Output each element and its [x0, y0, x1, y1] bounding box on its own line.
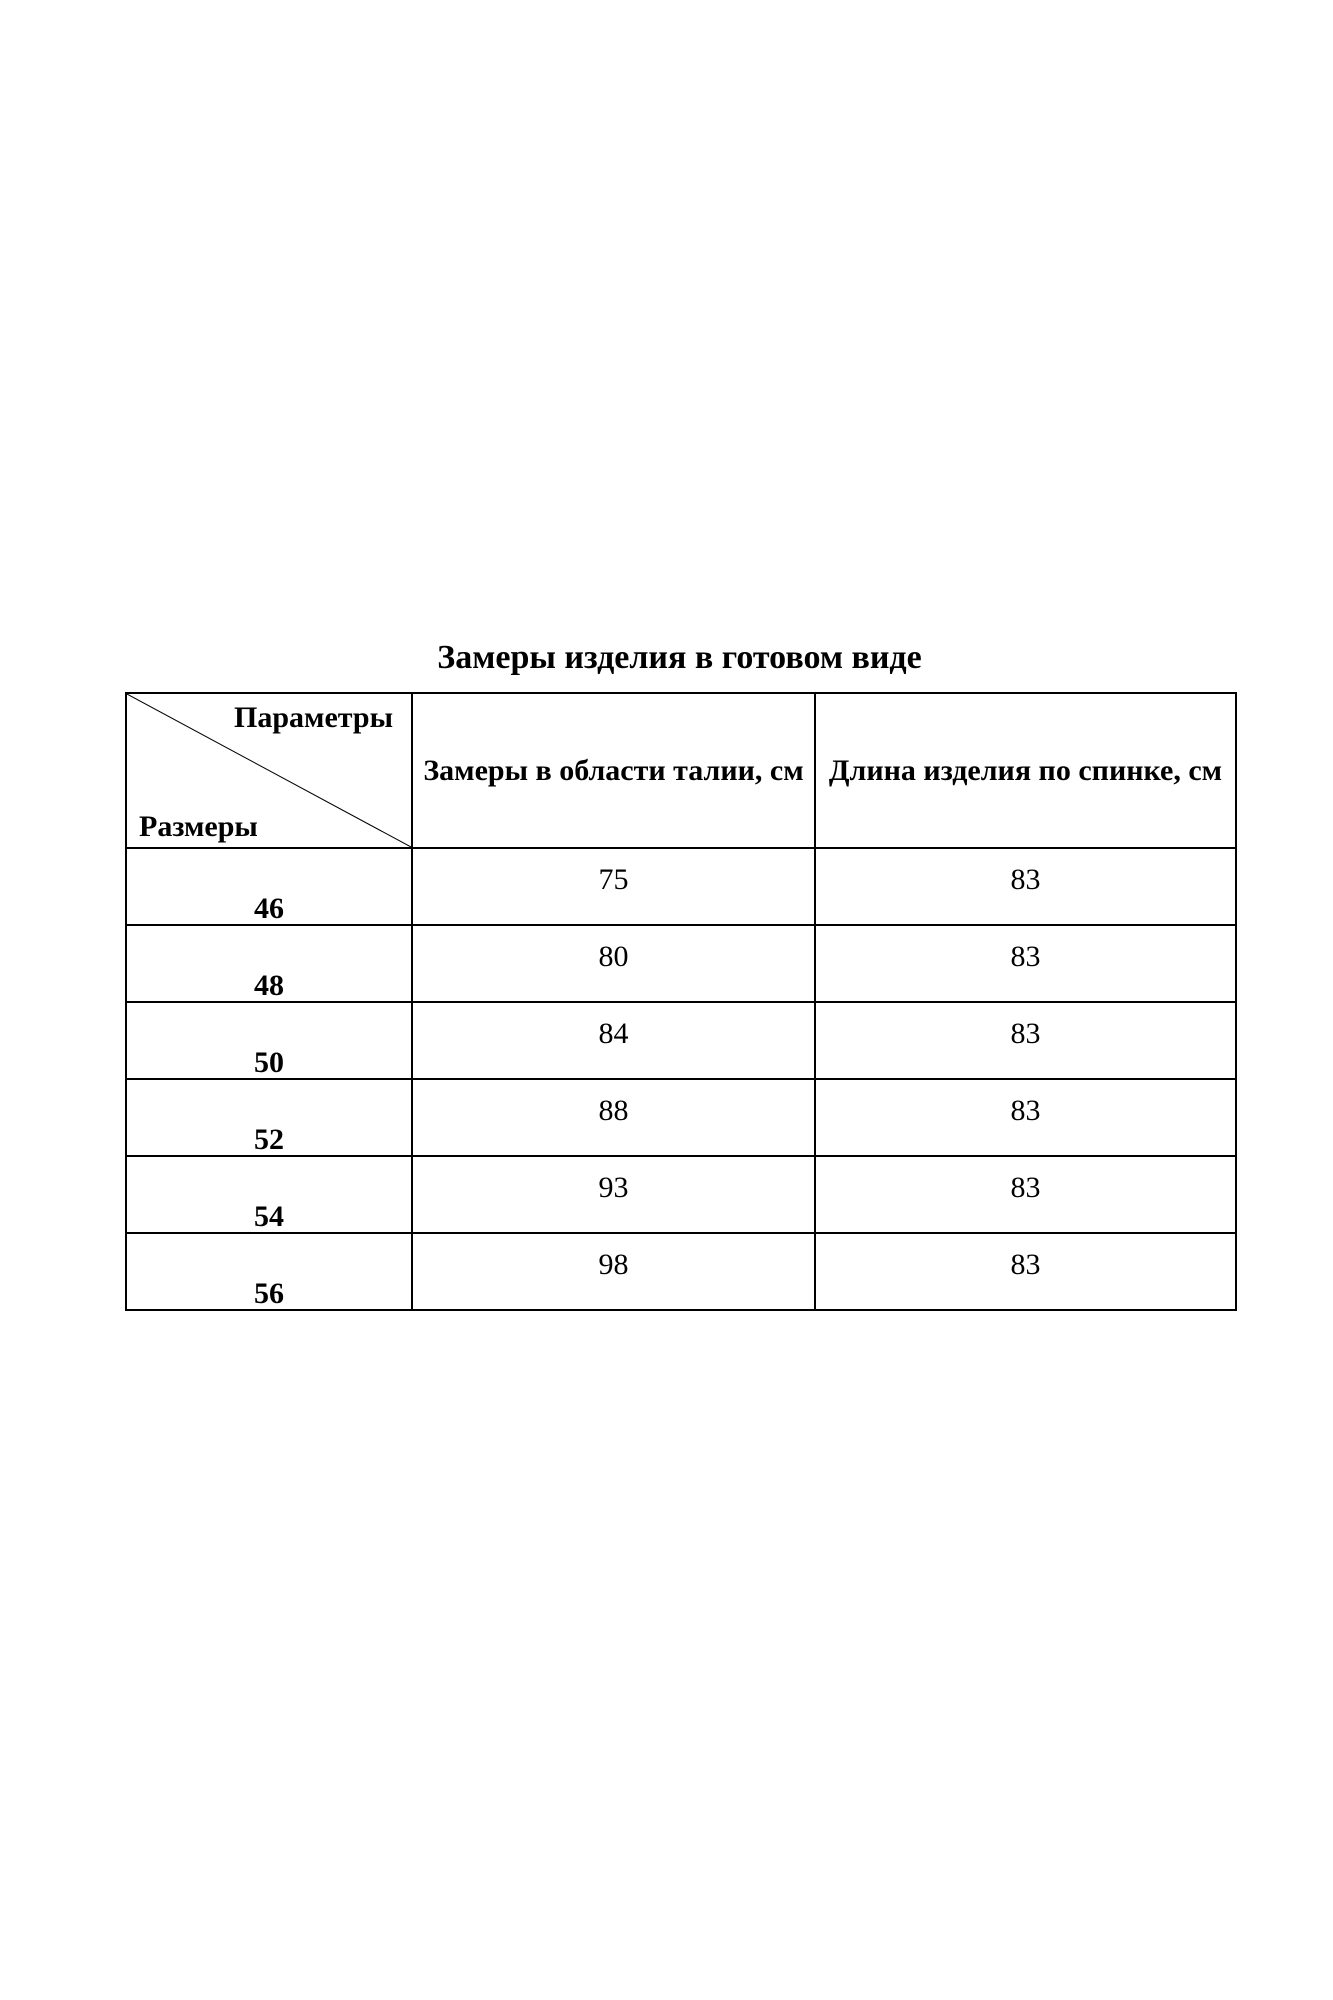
document-title: Замеры изделия в готовом виде: [437, 639, 922, 676]
table-row: [126, 848, 1236, 925]
length-cell: [815, 1156, 1236, 1233]
sizes-label: Размеры: [139, 810, 258, 843]
length-value: 83: [1010, 1248, 1041, 1281]
size-cell: [126, 1002, 412, 1079]
waist-cell: [412, 1233, 815, 1310]
length-value: 83: [1010, 1094, 1041, 1127]
waist-value: 93: [598, 1171, 629, 1204]
waist-cell: [412, 1079, 815, 1156]
waist-value: 75: [598, 863, 629, 896]
table-row: [126, 1079, 1236, 1156]
length-cell: [815, 1079, 1236, 1156]
table-header-row: [126, 693, 1236, 848]
size-value: 52: [254, 1123, 284, 1156]
size-value: 54: [254, 1200, 284, 1233]
waist-cell: [412, 925, 815, 1002]
size-cell: [126, 848, 412, 925]
size-measurements-table: [125, 692, 1237, 1311]
waist-value: 88: [598, 1094, 629, 1127]
parameters-label: Параметры: [234, 701, 393, 734]
size-cell: [126, 925, 412, 1002]
waist-cell: [412, 1156, 815, 1233]
size-value: 48: [254, 969, 284, 1002]
length-cell: [815, 1002, 1236, 1079]
diagonal-corner-cell: [126, 693, 412, 848]
size-value: 50: [254, 1046, 284, 1079]
waist-value: 84: [598, 1017, 629, 1050]
length-cell: [815, 925, 1236, 1002]
table-row: [126, 1233, 1236, 1310]
table-row: [126, 925, 1236, 1002]
table-row: [126, 1156, 1236, 1233]
waist-cell: [412, 1002, 815, 1079]
size-cell: [126, 1233, 412, 1310]
column-header-waist: Замеры в области талии, см: [412, 693, 815, 848]
length-cell: [815, 848, 1236, 925]
waist-value: 98: [598, 1248, 629, 1281]
length-value: 83: [1010, 1171, 1041, 1204]
waist-value: 80: [598, 940, 629, 973]
column-header-length: Длина изделия по спинке, см: [815, 693, 1236, 848]
size-cell: [126, 1156, 412, 1233]
length-cell: [815, 1233, 1236, 1310]
waist-cell: [412, 848, 815, 925]
size-value: 56: [254, 1277, 284, 1310]
table-row: [126, 1002, 1236, 1079]
size-value: 46: [254, 892, 284, 925]
length-value: 83: [1010, 1017, 1041, 1050]
size-cell: [126, 1079, 412, 1156]
length-value: 83: [1010, 863, 1041, 896]
length-value: 83: [1010, 940, 1041, 973]
